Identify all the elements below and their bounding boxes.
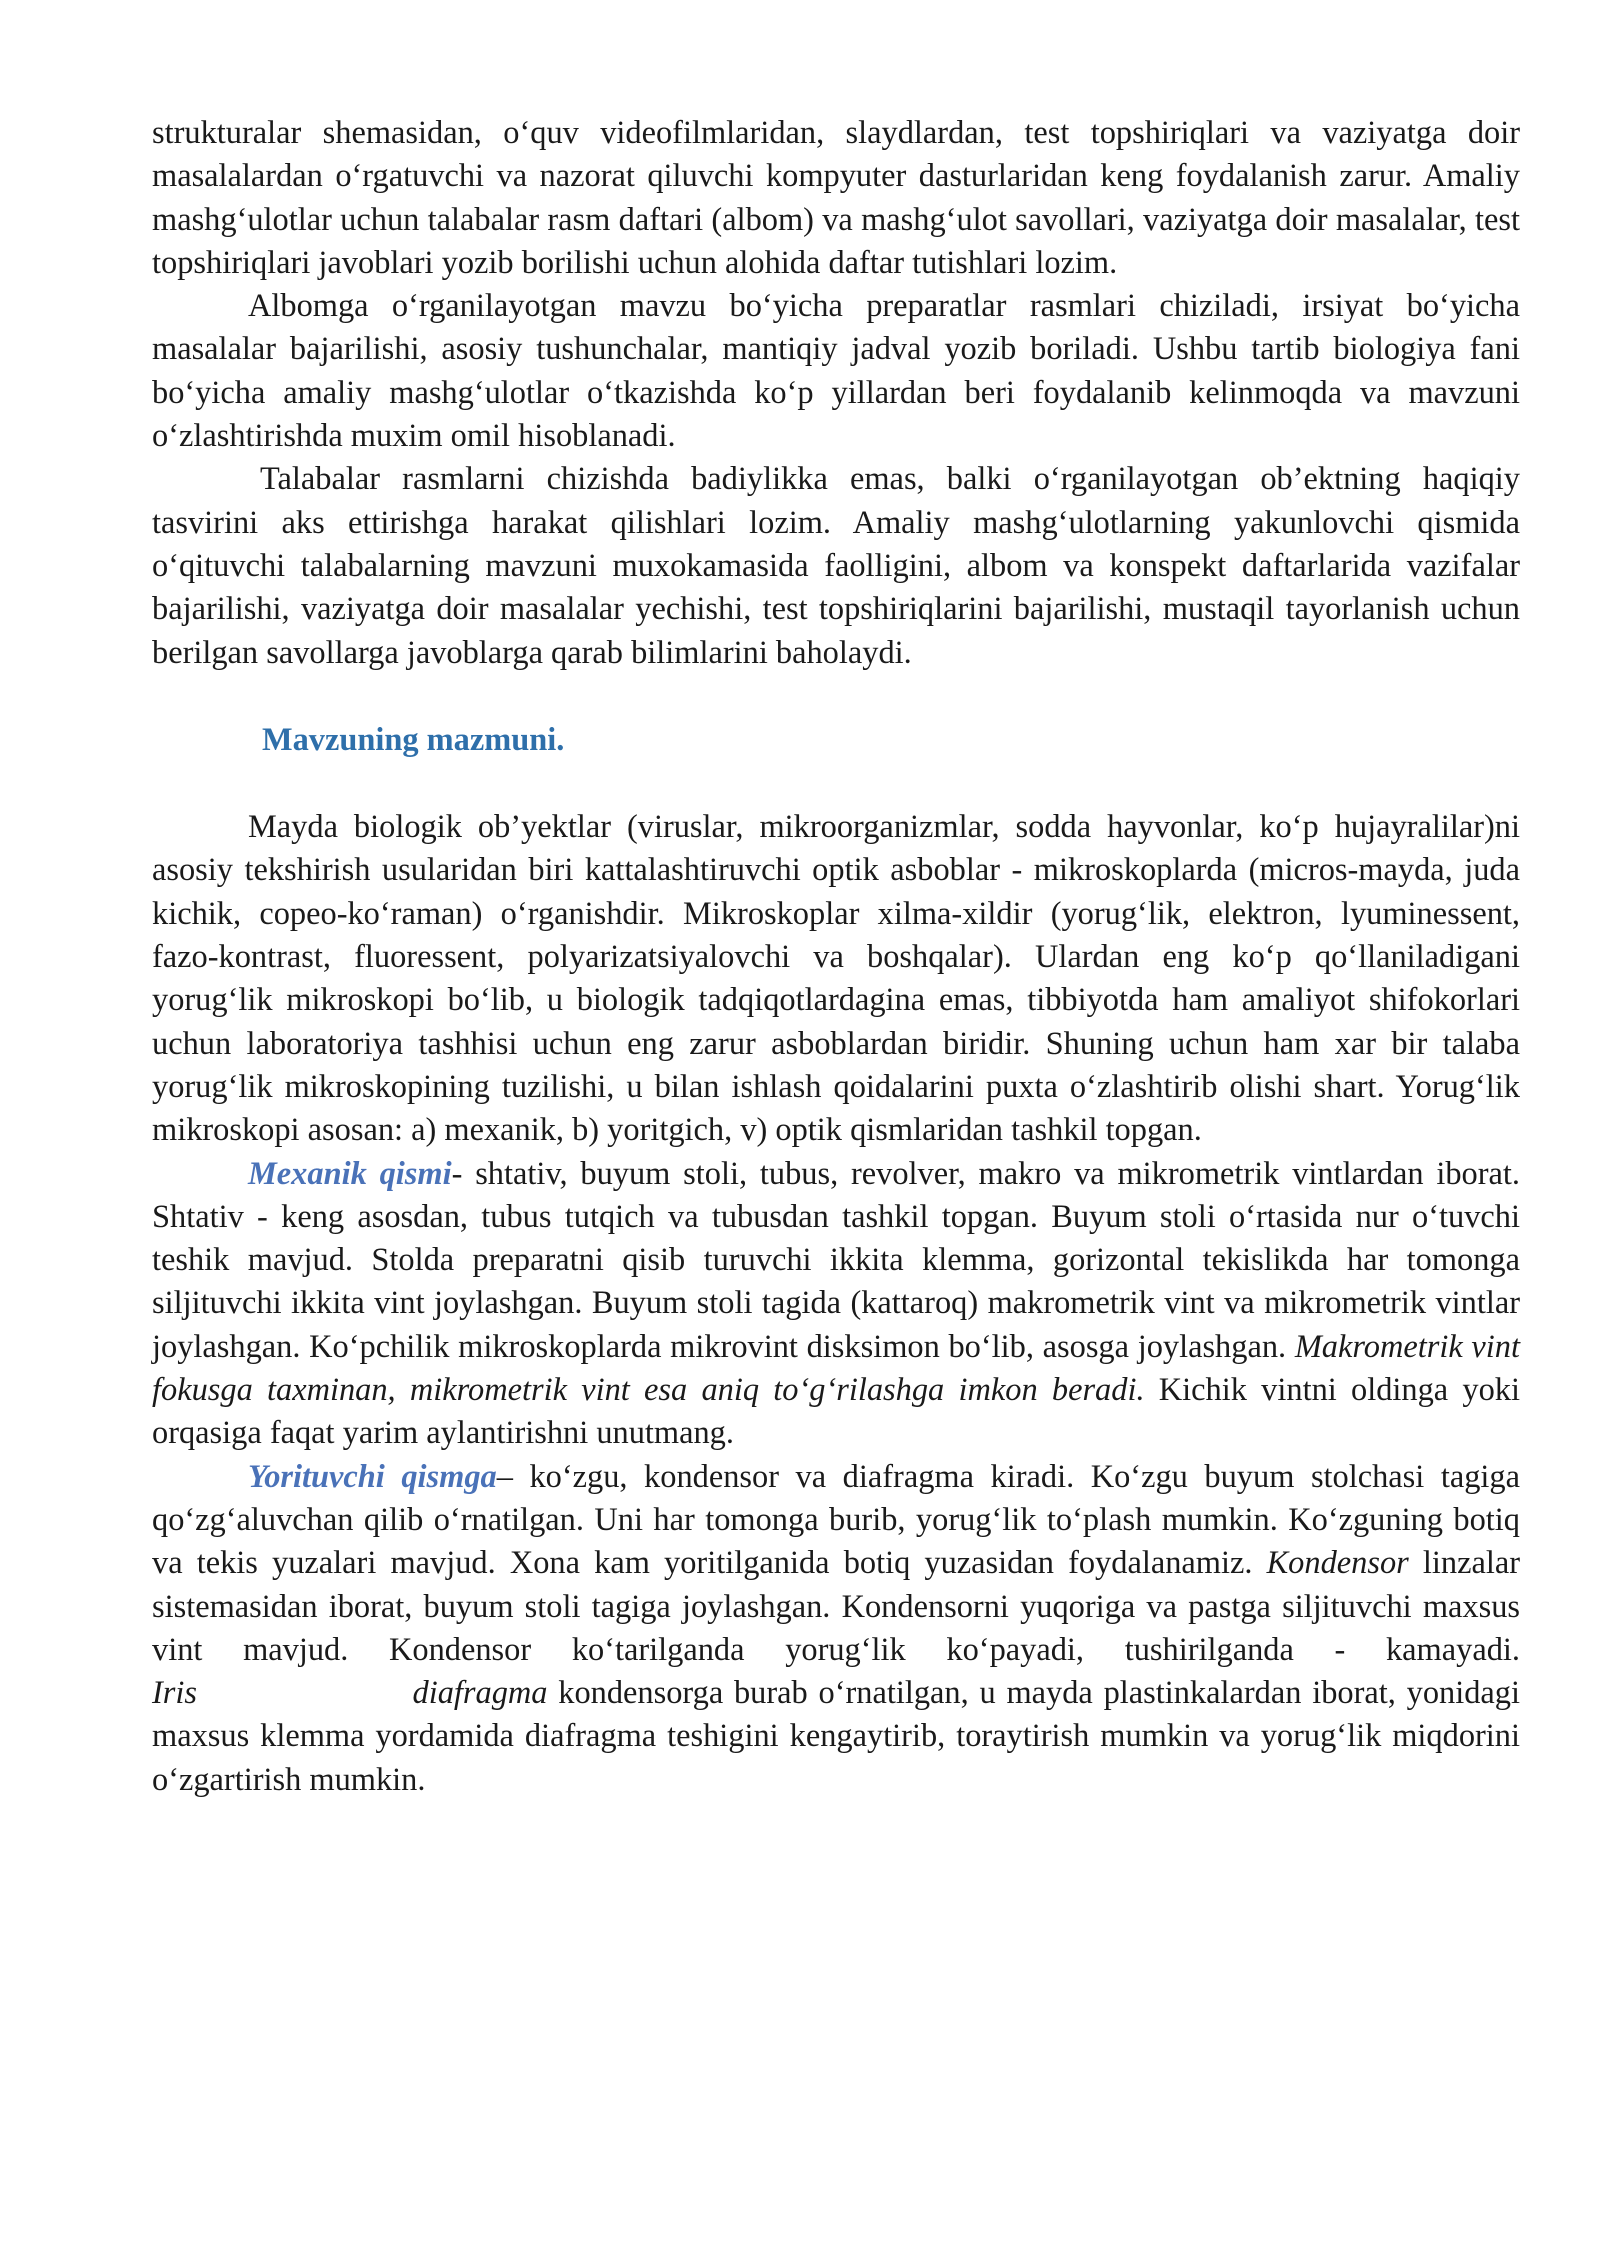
illumination-part-text: – ko‘zgu, kondensor va diafragma kiradi. Ko‘zgu buyum stolchasi tagiga qo‘zg‘aluvchan qilib o‘rnatilgan. Uni har tomonga burib, yorug‘lik to‘plash mumkin. Ko‘zguning botiq va tekis yuzalari mavjud. Xona kam yoritilganida botiq yuzasidan foydalanamiz. xyxy=(152,1458,1520,1582)
term-iris-diafragma: Iris diafragma xyxy=(152,1675,548,1712)
mechanical-part-text: - shtativ, buyum stoli, tubus, revolver, makro va mikrometrik vintlardan iborat. Shtativ - keng asosdan, tubus tutqich va tubusdan tashkil topgan. Buyum stoli o‘rtasida nur o‘tuvchi teshik mavjud. Stolda preparatni qisib turuvchi ikkita klemma, gorizontal tekislikda har tomonga siljituvchi ikkita vint joylashgan. Buyum stoli tagida (kattaroq) makrometrik vint va mikrometrik vintlar joylashgan. Ko‘pchilik mikroskoplarda mikrovint disksimon bo‘lib, asosga joylashgan. xyxy=(152,1155,1520,1365)
paragraph-intro-1: strukturalar shemasidan, o‘quv videofilmlaridan, slaydlardan, test topshiriqlari va vaziyatga doir masalalardan o‘rgatuvchi va nazorat qiluvchi kompyuter dasturlaridan keng foydalanish zarur. Amaliy mashg‘ulotlar uchun talabalar rasm daftari (albom) va mashg‘ulot savollari, vaziyatga doir masalalar, test topshiriqlari javoblari yozib borilishi uchun alohida daftar tutishlari lozim. xyxy=(152,115,1520,281)
paragraph-intro-2: Albomga o‘rganilayotgan mavzu bo‘yicha preparatlar rasmlari chiziladi, irsiyat bo‘yicha masalalar bajarilishi, asosiy tushunchalar, mantiqiy jadval yozib boriladi. Ushbu tartib biologiya fani bo‘yicha amaliy mashg‘ulotlar o‘tkazishda ko‘p yillardan beri foydalanib kelinmoqda va mavzuni o‘zlashtirishda muxim omil hisoblanadi. xyxy=(152,288,1520,455)
term-illumination-part: Yorituvchi qismga xyxy=(248,1458,497,1495)
paragraph-intro-3: Talabalar rasmlarni chizishda badiylikka emas, balki o‘rganilayotgan ob’ektning haqiqiy tasvirini aks ettirishga harakat qilishlari lozim. Amaliy mashg‘ulotlarning yakunlovchi qismida o‘qituvchi talabalarning mavzuni muxokamasida faolligini, albom va konspekt daftarlarida vazifalar bajarilishi, vaziyatga doir masalalar yechishi, test topshiriqlarini bajarilishi, mustaqil tayorlanish uchun berilgan savollarga javoblarga qarab bilimlarini baholaydi. xyxy=(152,461,1520,671)
illumination-part-text-3: kondensorga burab o‘rnatilgan, u mayda plastinkalardan iborat, yonidagi maxsus klemma yordamida diafragma teshigini kengaytirib, toraytirish mumkin va yorug‘lik miqdorini o‘zgartirish mumkin. xyxy=(152,1675,1520,1798)
term-mechanical-part: Mexanik qismi xyxy=(248,1155,452,1192)
spacer xyxy=(152,675,1520,719)
paragraph-microscopy-intro: Mayda biologik ob’yektlar (viruslar, mikroorganizmlar, sodda hayvonlar, ko‘p hujayralilar)ni asosiy tekshirish usularidan biri kattalashtiruvchi optik asboblar - mikroskoplarda (micros-mayda, juda kichik, copeo-ko‘raman) o‘rganishdir. Mikroskoplar xilma-xildir (yorug‘lik, elektron, lyuminessent, fazo-kontrast, fluoressent, polyarizatsiyalovchi va boshqalar). Ulardan eng ko‘p qo‘llaniladigani yorug‘lik mikroskopi bo‘lib, u biologik tadqiqotlardagina emas, tibbiyotda ham amaliyot shifokorlari uchun laboratoriya tashhisi uchun eng zarur asboblardan biridir. Shuning uchun ham xar bir talaba yorug‘lik mikroskopining tuzilishi, u bilan ishlash qoidalarini puxta o‘zlashtirib olishi shart. Yorug‘lik mikroskopi asosan: a) mexanik, b) yoritgich, v) optik qismlaridan tashkil topgan. xyxy=(152,809,1520,1149)
document-page xyxy=(152,112,1520,1802)
spacer xyxy=(152,762,1520,806)
section-heading: Mavzuning mazmuni. xyxy=(262,721,565,758)
illumination-part-text-2: linzalar sistemasidan iborat, buyum stoli tagiga joylashgan. Kondensorni yuqoriga va pastga siljituvchi maxsus vint mavjud. Kondensor ko‘tarilganda yorug‘lik ko‘payadi, tushirilganda - kamayadi. xyxy=(152,1545,1520,1668)
mechanical-part-italic-note: Makrometrik vint fokusga taxminan, mikrometrik vint esa aniq to‘g‘rilashga imkon beradi. xyxy=(152,1328,1520,1409)
mechanical-part-tail: Kichik vintni oldinga yoki orqasiga faqat yarim aylantirishni unutmang. xyxy=(152,1372,1520,1452)
paragraph-illumination-part xyxy=(152,1456,1520,1802)
term-kondensor: Kondensor xyxy=(1266,1545,1409,1582)
paragraph-mechanical-part xyxy=(152,1153,1520,1456)
